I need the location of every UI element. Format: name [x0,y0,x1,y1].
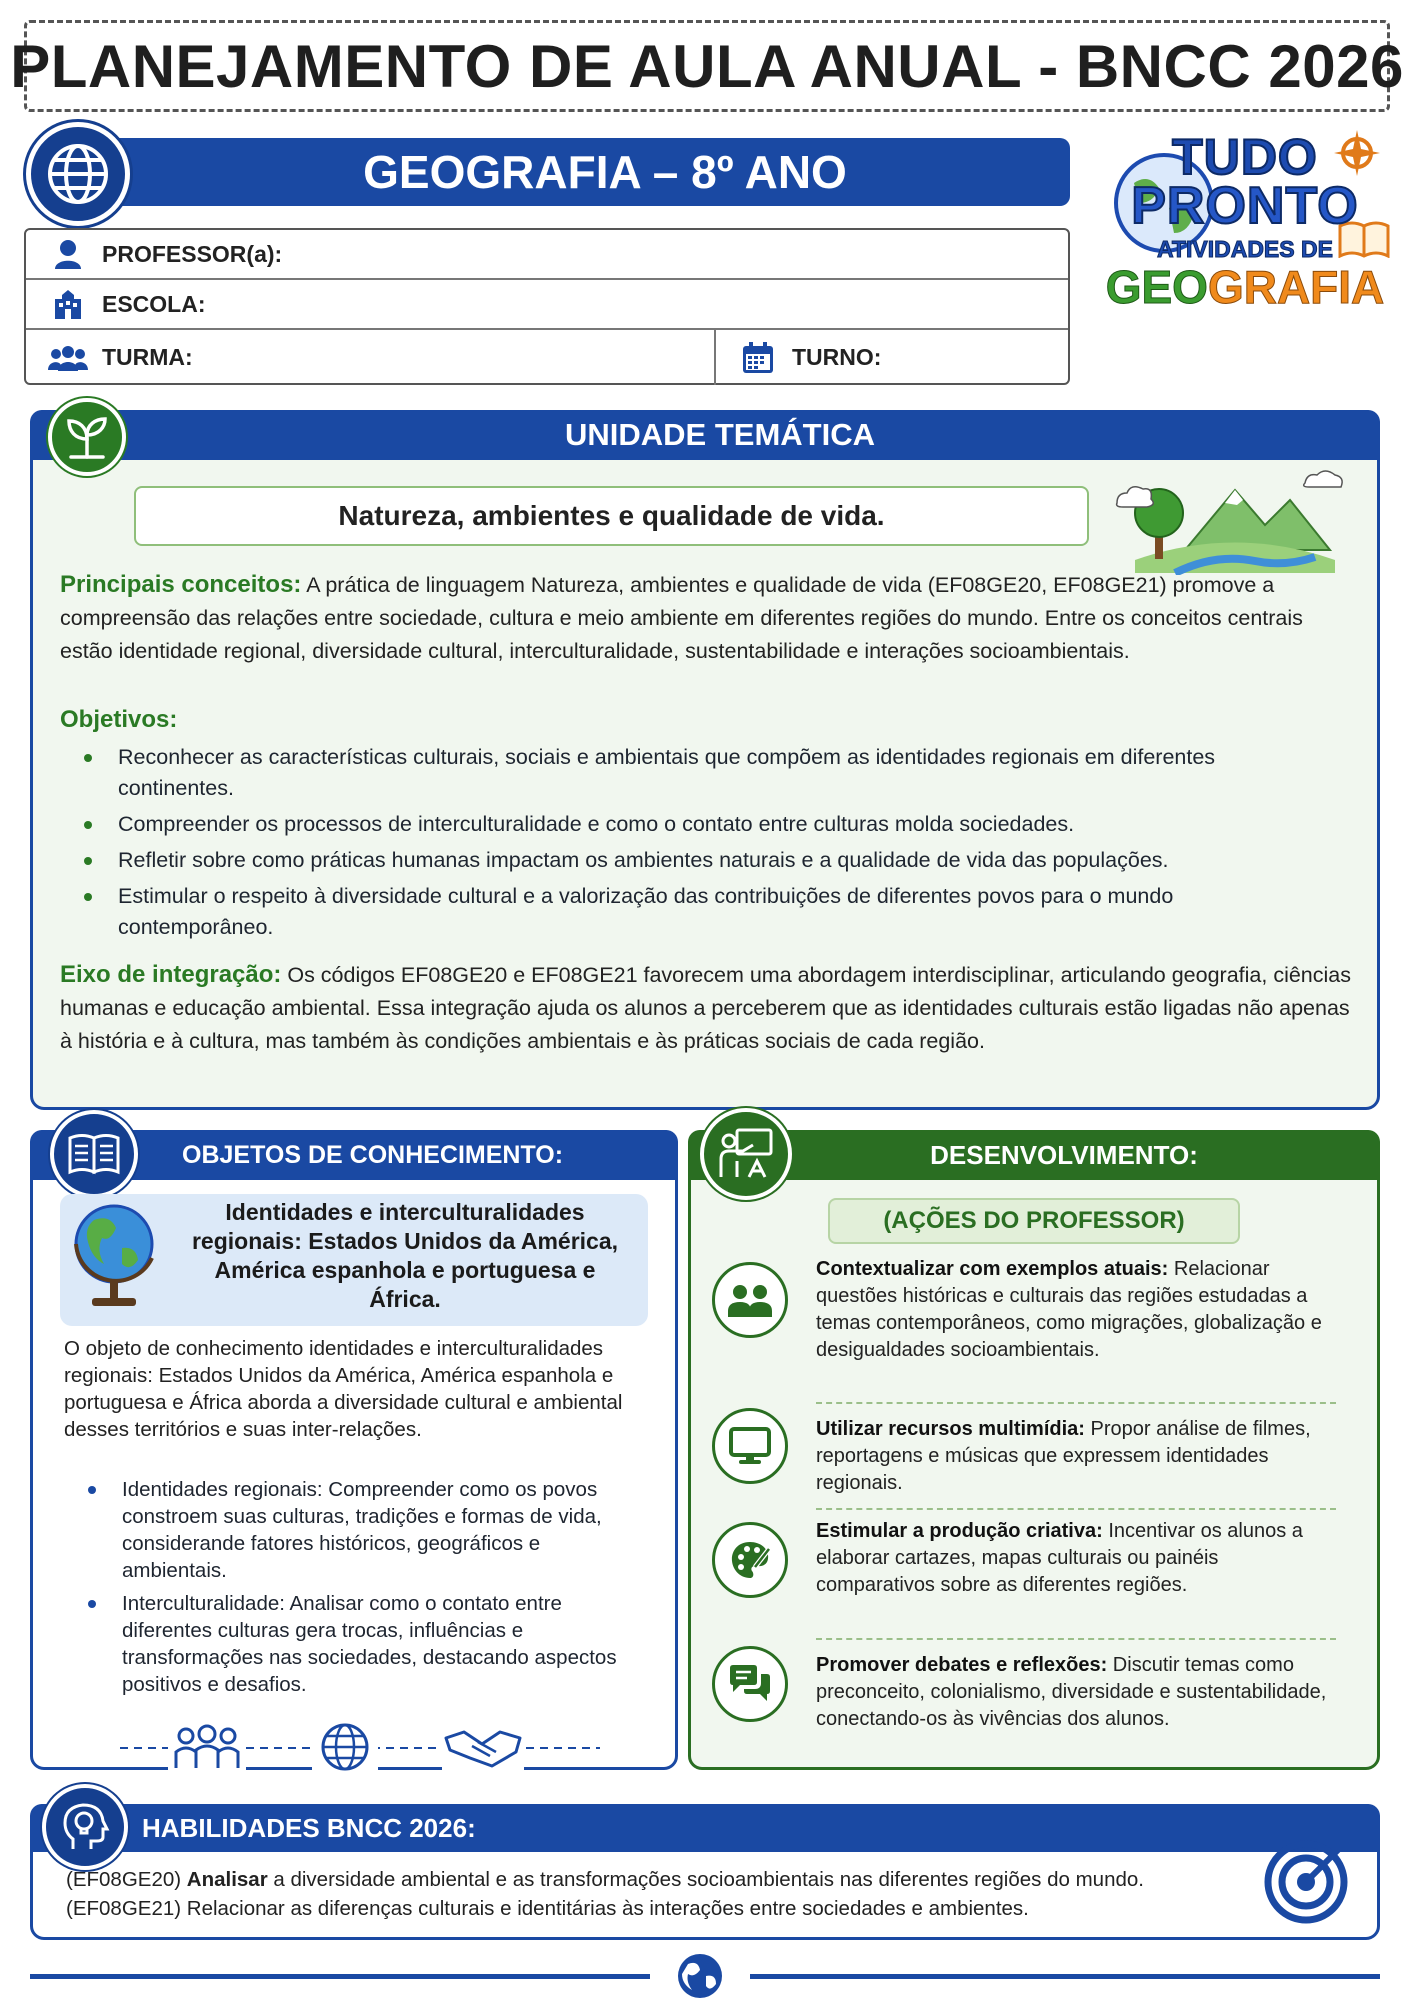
acao-description: Relacionar questões históricas e culturais das regiões estudadas a temas contemporâneos, como migrações, globalização e desigualdades socioambientais. [816,1258,1322,1361]
eixo-integracao-label: Eixo de integração: [60,961,282,988]
user-icon [48,238,88,270]
acao-item [816,1416,1336,1497]
principais-conceitos-paragraph [60,568,1360,668]
monitor-icon [712,1408,788,1484]
list-item: Refletir sobre como práticas humanas impactam os ambientes naturais e a qualidade de vida das populações. [80,845,1330,876]
habilidade-ef08ge20 [66,1866,1246,1894]
acao-title: Utilizar recursos multimídia: [816,1418,1085,1440]
brand-logo [1100,128,1390,328]
target-icon [1262,1830,1358,1926]
acao-description: Propor análise de filmes, reportagens e músicas que expressem identidades regionais. [816,1418,1311,1494]
principais-conceitos-text: A prática de linguagem Natureza, ambientes e qualidade de vida (EF08GE20, EF08GE21) promove a compreensão das relações entre sociedade, cultura e meio ambiente em diferentes regiões do mundo. Entre os conceitos centrais estão identidade regional, diversidade cultural, interculturalidade, sustentabilidade e interações socioambientais. [60,573,1303,663]
acao-title: Promover debates e reflexões: [816,1654,1108,1676]
plant-icon [48,398,126,476]
unidade-tematica-header: UNIDADE TEMÁTICA [30,410,1380,460]
acao-title: Estimular a produção criativa: [816,1520,1103,1542]
calendar-icon [738,342,778,374]
globe-icon [26,122,130,226]
logo-line-1: TUDO [1172,129,1318,185]
school-icon [48,288,88,320]
objetos-description: O objeto de conhecimento identidades e interculturalidades regionais: Estados Unidos da América, América espanhola e portuguesa e África aborda a diversidade cultural e ambiental desses territórios e suas inter-relações. [64,1337,623,1441]
open-book-icon [50,1110,138,1198]
landscape-illustration [1115,465,1345,575]
habilidade-code: (EF08GE20) [66,1868,187,1891]
tema-title: Natureza, ambientes e qualidade de vida. [134,486,1089,546]
list-item: Interculturalidade: Analisar como o contato entre diferentes culturas gera trocas, influências e transformações nas sociedades, destacando aspectos positivos e desafios. [78,1590,618,1698]
acao-title: Contextualizar com exemplos atuais: [816,1258,1169,1280]
objetos-footer-decoration [120,1722,600,1772]
divider [816,1638,1336,1640]
teacher-board-icon [700,1108,792,1200]
habilidade-ef08ge21: (EF08GE21) Relacionar as diferenças culturais e identitárias às interações entre sociedades e ambientes. [66,1897,1029,1920]
objetivos-label: Objetivos: [60,706,178,733]
turma-label: TURMA: [102,344,193,370]
group-people-icon [168,1726,246,1770]
principais-conceitos-label: Principais conceitos: [60,571,302,598]
objetos-conhecimento-header: OBJETOS DE CONHECIMENTO: [30,1130,678,1180]
logo-line-3: ATIVIDADES DE [1157,236,1333,262]
logo-geo-text: GEO [1105,261,1208,313]
acao-item [816,1518,1336,1599]
footer-line-left [30,1974,650,1979]
turno-field[interactable] [716,330,1070,385]
turma-field[interactable] [26,330,716,385]
divider [816,1508,1336,1510]
logo-line-2: PRONTO [1131,177,1359,235]
head-lightbulb-icon [42,1784,128,1870]
acao-description: Discutir temas como preconceito, colonialismo, diversidade e sustentabilidade, conectando-os às vivências dos alunos. [816,1654,1327,1730]
escola-field[interactable] [26,280,1068,330]
habilidade-text: a diversidade ambiental e as transformações socioambientais nas diferentes regiões do mundo. [267,1868,1144,1891]
class-info-form [24,228,1070,385]
logo-line-4 [1100,260,1390,314]
turno-label: TURNO: [792,344,882,370]
professor-label: PROFESSOR(a): [102,240,283,267]
footer-globe-icon [670,1950,730,2000]
handshake-icon [442,1722,524,1772]
acoes-professor-label: (AÇÕES DO PROFESSOR) [828,1198,1240,1244]
world-icon [312,1722,378,1772]
escola-label: ESCOLA: [102,290,206,317]
acao-item [816,1652,1336,1733]
list-item: Estimular o respeito à diversidade cultural e a valorização das contribuições de diferentes povos para o mundo contemporâneo. [80,881,1330,943]
objetivos-list [80,742,1330,948]
objetos-title: Identidades e interculturalidades regionais: Estados Unidos da América, América espanhola e portuguesa e África. [191,1199,619,1312]
chat-icon [712,1646,788,1722]
subject-banner: GEOGRAFIA – 8º ANO [80,138,1070,206]
professor-field[interactable] [26,230,1068,280]
page-title: PLANEJAMENTO DE AULA ANUAL - BNCC 2026 [24,20,1390,112]
acao-description: Incentivar os alunos a elaborar cartazes, mapas culturais ou painéis comparativos sobre as diferentes regiões. [816,1520,1303,1596]
habilidades-header: HABILIDADES BNCC 2026: [30,1804,1380,1852]
group-icon [48,342,88,374]
desenvolvimento-header: DESENVOLVIMENTO: [688,1130,1380,1180]
objetos-list [78,1476,618,1704]
list-item: Compreender os processos de interculturalidade e como o contato entre culturas molda sociedades. [80,809,1330,840]
eixo-integracao-text: Os códigos EF08GE20 e EF08GE21 favorecem uma abordagem interdisciplinar, articulando geografia, ciências humanas e educação ambiental. Essa integração ajuda os alunos a perceberem que as identidades culturais estão ligadas não apenas à história e à cultura, mas também às condições ambientais e às práticas sociais de cada região. [60,963,1351,1053]
list-item: Reconhecer as características culturais, sociais e ambientais que compõem as identidades regionais em diferentes continentes. [80,742,1330,804]
people-icon [712,1262,788,1338]
habilidade-verb: Analisar [186,1868,268,1891]
list-item: Identidades regionais: Compreender como os povos constroem suas culturas, tradições e formas de vida, considerande fatores históricos, geográficos e ambientais. [78,1476,618,1584]
eixo-integracao-paragraph [60,958,1360,1058]
logo-grafia-text: GRAFIA [1207,261,1385,313]
acao-item [816,1256,1336,1364]
divider [816,1402,1336,1404]
desk-globe-icon [66,1198,166,1310]
footer-line-right [750,1974,1380,1979]
palette-icon [712,1522,788,1598]
